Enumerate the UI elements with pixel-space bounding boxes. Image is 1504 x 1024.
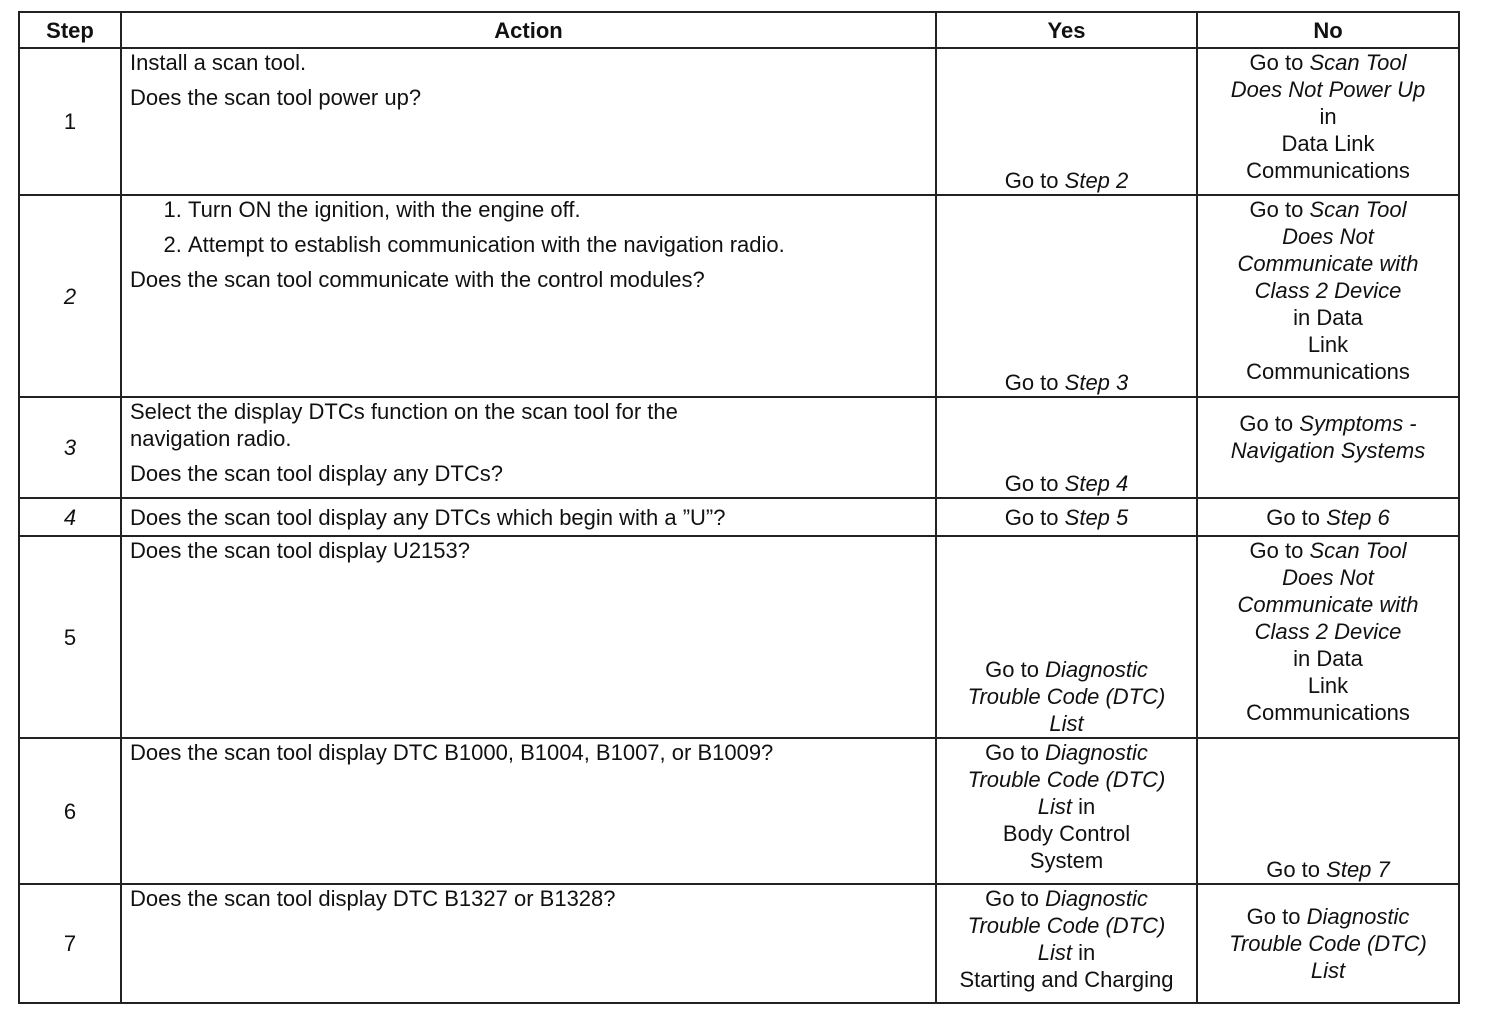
no-link-step[interactable]: Step 7 xyxy=(1326,857,1390,882)
yes-link-text[interactable]: Trouble Code (DTC) xyxy=(967,913,1166,938)
no-cell xyxy=(1197,738,1459,884)
yes-cell xyxy=(936,48,1197,195)
no-go-to: Go to xyxy=(1249,197,1304,222)
yes-cell xyxy=(936,397,1197,498)
yes-link-step[interactable]: Step 3 xyxy=(1064,370,1129,395)
table-row xyxy=(19,884,1459,1003)
no-section: Communications xyxy=(1246,359,1410,384)
no-link-line xyxy=(1206,196,1450,223)
action-cell xyxy=(121,48,936,195)
no-cell xyxy=(1197,884,1459,1003)
table-row xyxy=(19,738,1459,884)
no-cell xyxy=(1197,397,1459,498)
no-link-line xyxy=(1206,537,1450,564)
yes-link-line xyxy=(945,739,1188,766)
no-link-text[interactable]: Scan Tool xyxy=(1309,197,1407,222)
yes-link-step[interactable]: Step 4 xyxy=(1064,471,1129,496)
no-link-line xyxy=(1206,410,1450,437)
no-link-text[interactable]: Class 2 Device xyxy=(1254,278,1402,303)
action-cell xyxy=(121,738,936,884)
no-link-text[interactable]: Communicate with xyxy=(1237,251,1419,276)
action-line: Select the display DTCs function on the scan tool for the xyxy=(130,399,678,424)
no-section: Communications xyxy=(1246,158,1410,183)
yes-section: System xyxy=(1029,848,1104,873)
header-yes: Yes xyxy=(936,12,1197,48)
table-row xyxy=(19,498,1459,536)
no-go-to: Go to xyxy=(1249,538,1304,563)
header-row xyxy=(19,12,1459,48)
no-link-text[interactable]: Communicate with xyxy=(1237,592,1419,617)
action-cell xyxy=(121,195,936,397)
yes-go-to: Go to xyxy=(985,886,1039,911)
yes-link-line xyxy=(939,939,1194,966)
no-go-to: Go to xyxy=(1239,411,1294,436)
no-section: Link xyxy=(1307,332,1349,357)
yes-go-to: Go to xyxy=(1004,504,1059,530)
header-action: Action xyxy=(121,12,936,48)
no-link-step[interactable]: Step 6 xyxy=(1326,504,1390,530)
yes-section: Body Control xyxy=(1002,821,1131,846)
no-link-text[interactable]: Does Not Power Up xyxy=(1230,77,1426,102)
yes-link-text[interactable]: Diagnostic xyxy=(1045,886,1148,911)
no-section: Data Link xyxy=(1281,131,1375,156)
action-question: Does the scan tool communicate with the control modules? xyxy=(130,267,705,292)
action-question: Does the scan tool display DTC B1327 or B1328? xyxy=(130,886,616,911)
yes-section: Starting and Charging xyxy=(959,967,1174,992)
step-number: 3 xyxy=(19,397,121,498)
action-cell xyxy=(121,536,936,738)
yes-cell xyxy=(936,195,1197,397)
step-number: 6 xyxy=(19,738,121,884)
action-instruction: Install a scan tool. xyxy=(130,50,307,75)
no-go-to: Go to xyxy=(1266,857,1321,882)
diagnostic-table xyxy=(18,11,1460,1004)
no-section: in Data xyxy=(1293,646,1363,671)
table-row xyxy=(19,397,1459,498)
step-number: 4 xyxy=(19,498,121,536)
no-link-text[interactable]: Does Not xyxy=(1282,565,1374,590)
yes-link-line xyxy=(945,793,1188,820)
step-number: 1 xyxy=(19,48,121,195)
table-row xyxy=(19,536,1459,738)
yes-go-to: Go to xyxy=(985,740,1039,765)
yes-link-text[interactable]: List xyxy=(1037,794,1072,819)
yes-link-step[interactable]: Step 5 xyxy=(1064,504,1129,530)
no-section: in Data xyxy=(1293,305,1363,330)
no-cell xyxy=(1197,195,1459,397)
no-link-line xyxy=(1206,903,1450,930)
action-steps-list xyxy=(130,196,927,258)
yes-link-text[interactable]: Trouble Code (DTC) xyxy=(967,767,1166,792)
yes-cell xyxy=(936,536,1197,738)
yes-link-line xyxy=(939,885,1194,912)
yes-link-step[interactable]: Step 2 xyxy=(1064,168,1129,193)
no-link-text[interactable]: Diagnostic xyxy=(1306,904,1410,929)
no-section: Link xyxy=(1307,673,1349,698)
action-question: Does the scan tool display U2153? xyxy=(130,538,470,563)
action-question: Does the scan tool display DTC B1000, B1004, B1007, or B1009? xyxy=(130,740,774,765)
yes-link-text[interactable]: List xyxy=(1049,711,1084,736)
yes-go-to: Go to xyxy=(1004,471,1059,496)
action-step-item: 2. Attempt to establish communication with the navigation radio. xyxy=(188,231,927,258)
action-instruction xyxy=(130,398,927,452)
yes-cell xyxy=(936,498,1197,536)
no-link-text[interactable]: Scan Tool xyxy=(1309,50,1407,75)
action-cell xyxy=(121,397,936,498)
yes-cell xyxy=(936,738,1197,884)
yes-go-to: Go to xyxy=(985,657,1039,682)
no-cell xyxy=(1197,48,1459,195)
no-link-text[interactable]: List xyxy=(1310,958,1346,983)
yes-in: in xyxy=(1078,940,1096,965)
header-step: Step xyxy=(19,12,121,48)
yes-link-text[interactable]: Diagnostic xyxy=(1045,740,1148,765)
no-section: Communications xyxy=(1246,700,1410,725)
no-go-to: Go to xyxy=(1246,904,1301,929)
no-link-text[interactable]: Navigation Systems xyxy=(1230,438,1426,463)
no-link-text[interactable]: Symptoms - xyxy=(1299,411,1417,436)
action-line: navigation radio. xyxy=(130,426,292,451)
table-row xyxy=(19,195,1459,397)
yes-go-to: Go to xyxy=(1004,370,1059,395)
no-cell xyxy=(1197,498,1459,536)
no-in: in xyxy=(1319,104,1337,129)
yes-go-to: Go to xyxy=(1004,168,1059,193)
yes-link-text[interactable]: Diagnostic xyxy=(1045,657,1148,682)
yes-cell xyxy=(936,884,1197,1003)
no-link-text[interactable]: Trouble Code (DTC) xyxy=(1229,931,1427,956)
no-link-text[interactable]: Scan Tool xyxy=(1309,538,1407,563)
step-number: 2 xyxy=(19,195,121,397)
no-cell xyxy=(1197,536,1459,738)
no-link-text[interactable]: Class 2 Device xyxy=(1254,619,1402,644)
action-cell xyxy=(121,498,936,536)
yes-in: in xyxy=(1078,794,1096,819)
action-question: Does the scan tool display any DTCs? xyxy=(130,461,503,486)
no-go-to: Go to xyxy=(1249,50,1304,75)
action-question: Does the scan tool display any DTCs which begin with a ”U”? xyxy=(130,504,726,530)
step-number: 5 xyxy=(19,536,121,738)
action-step-item: 1. Turn ON the ignition, with the engine off. xyxy=(188,196,927,223)
action-cell xyxy=(121,884,936,1003)
no-go-to: Go to xyxy=(1266,504,1321,530)
yes-link-text[interactable]: Trouble Code (DTC) xyxy=(967,684,1166,709)
action-question: Does the scan tool power up? xyxy=(130,85,422,110)
yes-link-text[interactable]: List xyxy=(1037,940,1072,965)
no-link-text[interactable]: Does Not xyxy=(1282,224,1374,249)
table-row xyxy=(19,48,1459,195)
no-link-line xyxy=(1206,49,1450,76)
header-no: No xyxy=(1197,12,1459,48)
yes-link-line xyxy=(945,656,1188,683)
step-number: 7 xyxy=(19,884,121,1003)
